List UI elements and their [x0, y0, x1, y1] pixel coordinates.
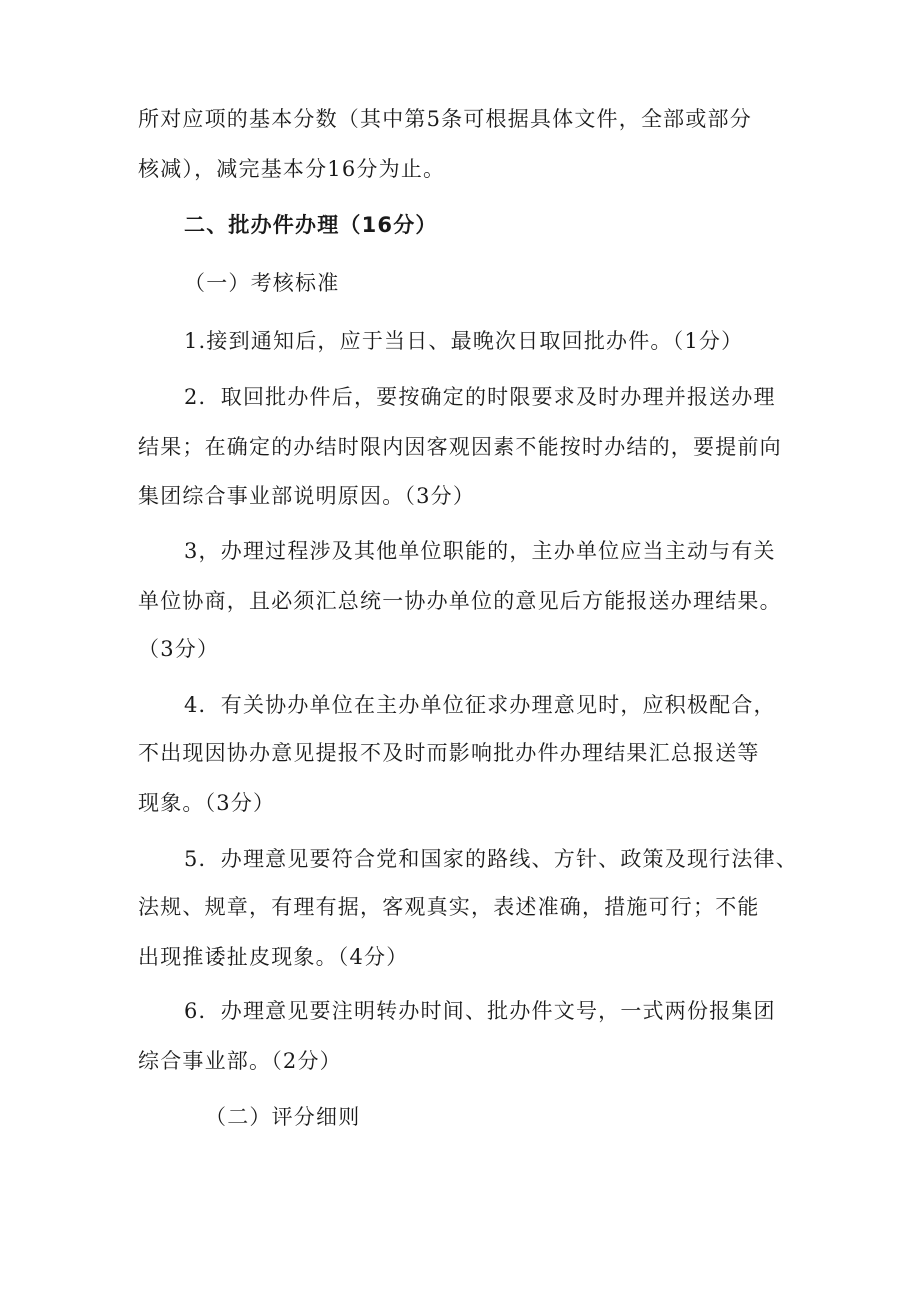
paragraph-line: 结果；在确定的办结时限内因客观因素不能按时办结的，要提前向: [138, 435, 782, 459]
list-item: 5．办理意见要符合党和国家的路线、方针、政策及现行法律、: [184, 847, 798, 871]
paragraph-line: 综合事业部。（2分）: [138, 1049, 342, 1073]
list-item: 2．取回批办件后，要按确定的时限要求及时办理并报送办理: [184, 385, 776, 409]
paragraph-line: 集团综合事业部说明原因。（3分）: [138, 484, 476, 508]
paragraph-line: （3分）: [138, 637, 220, 661]
paragraph-line: 法规、规章，有理有据，客观真实，表述准确，措施可行；不能: [138, 895, 760, 919]
paragraph-line: 不出现因协办意见提报不及时而影响批办件办理结果汇总报送等: [138, 741, 760, 765]
subsection-heading: （一）考核标准: [184, 271, 340, 295]
paragraph-line: 所对应项的基本分数（其中第5条可根据具体文件，全部或部分: [138, 107, 752, 131]
section-heading: 二、批办件办理（16分）: [184, 213, 438, 237]
list-item: 6．办理意见要注明转办时间、批办件文号，一式两份报集团: [184, 999, 776, 1023]
subsection-heading: （二）评分细则: [205, 1105, 361, 1129]
paragraph-line: 出现推诿扯皮现象。（4分）: [138, 945, 409, 969]
paragraph-line: 现象。（3分）: [138, 791, 276, 815]
list-item: 3，办理过程涉及其他单位职能的，主办单位应当主动与有关: [184, 539, 776, 563]
list-item: 4．有关协办单位在主办单位征求办理意见时，应积极配合，: [184, 693, 776, 717]
list-item: 1.接到通知后，应于当日、最晚次日取回批办件。（1分）: [184, 329, 744, 353]
paragraph-line: 单位协商，且必须汇总统一协办单位的意见后方能报送办理结果。: [138, 589, 782, 613]
paragraph-line: 核减），减完基本分16分为止。: [138, 157, 446, 181]
